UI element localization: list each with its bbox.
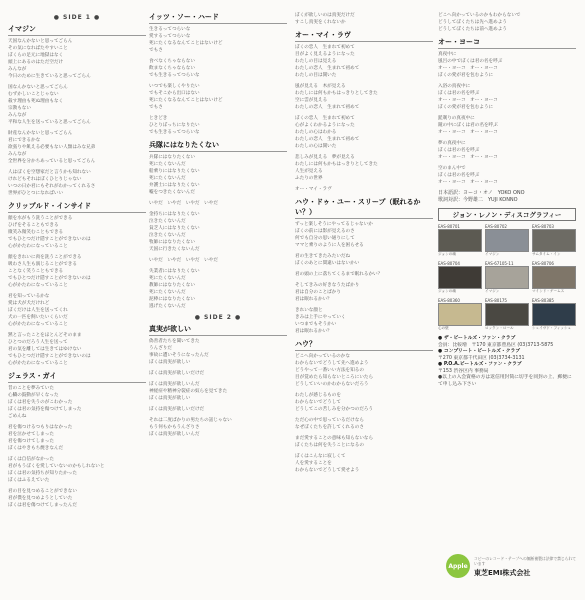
lyric-line: 頭上にあるのはただ空だけ [8, 60, 64, 65]
lyric-line: いやだ いやだ いやだ いやだ [149, 201, 218, 206]
album-title: 心の壁 [438, 326, 449, 330]
song-title: ハウ？ [295, 339, 433, 351]
record-item [485, 298, 529, 332]
lyric-line: 夢の真夜中に [438, 141, 466, 146]
lyric-line: 昔のことを夢みていた [8, 386, 54, 391]
lyric-line: ぼくの恋人 生まれて初めて [295, 45, 355, 50]
discography-grid [438, 224, 576, 332]
lyric-line: 貧乏人にはなりたくない [149, 226, 200, 231]
song-section [149, 12, 287, 136]
catalog-number: EAS-80703 [532, 224, 554, 229]
lyric-line: 君の気を離しては生きてはゆけない [8, 347, 82, 352]
lyric-line: どうしていいのかわからないだろう [295, 382, 369, 387]
lyric-line: きみは上手にやっていく [295, 315, 346, 320]
lyric-line: きれいな顔と [295, 308, 323, 313]
lyric-line: 鏡の中にぼくは君の名を呼ぶ [438, 123, 498, 128]
lyric-line: どうしてぼくたちは先へ進めよう [438, 20, 507, 25]
lyric-line: 黙と言ったことをほとんどそのまま [8, 333, 82, 338]
lyric-line: 殺す理由も死ぬ理由もなく [8, 99, 64, 104]
song-title: イッツ・ソー・ハード [149, 12, 287, 24]
lyric-line: みんなが [8, 67, 27, 72]
song-title: イマジン [8, 24, 146, 36]
lyric-line: 人はぼくを空想家だと言うかも知れない [8, 170, 91, 175]
lyric-line: でもひとつだけ隠すことができないのは [8, 276, 91, 281]
album-cover [485, 266, 529, 289]
lyric-line: ひげをそることもできる [8, 223, 59, 228]
record-item [438, 261, 482, 295]
record-item [485, 224, 529, 258]
lyric-line: でもひとつだけ隠すことができないのは [8, 354, 91, 359]
lyric-line: オー・ヨーコ オー・ヨーコ [438, 98, 498, 103]
record-item [532, 298, 576, 332]
album-title: サムタイム・イン [532, 252, 561, 256]
lyric-line: 生きるってつらいな [149, 27, 191, 32]
lyric-line: でもさ [149, 105, 163, 110]
song-section [149, 324, 287, 438]
club-address: 〒153 渋谷区内 事務局 [438, 368, 489, 374]
lyric-line: 平和な人生を送っていると思ってごらん [8, 120, 91, 125]
album-cover [438, 303, 482, 326]
lyric-line: 空に雲が見える [295, 98, 328, 103]
lyric-line: わたしの恋人 生まれて初めて [295, 105, 360, 110]
lyric-line: 死にたくないんだ [149, 162, 186, 167]
lyric-line: 宗教もない [8, 106, 31, 111]
lyric-line: もう何もかもうんざりさ [149, 425, 200, 430]
lyric-line: わからないでどうして [295, 400, 341, 405]
lyric-line: ずっと楽しそうにやってるじゃないか [295, 222, 373, 227]
lyric-line: オー・マイ・ラヴ [295, 187, 332, 192]
lyric-line: 事故に遭いそうになったんだ [149, 353, 209, 358]
lyric-line: うんざりだ [149, 346, 172, 351]
lyric-line: でもさ [149, 48, 163, 53]
lyric-line: 天国なんかないと思ってごらん [8, 39, 73, 44]
lyric-line: ぼくの恋人 生まれて初めて [295, 116, 355, 121]
club-address: 会員：比較増 〒170 東京都豊島区 (03)3713-5875 [438, 342, 554, 348]
lyric-line: ぼくの愛が君を包むように [438, 73, 494, 78]
lyric-line: わからないでどうして愛せよう [295, 468, 360, 473]
lyric-line: 風が見える 木が見える [295, 84, 346, 89]
lyric-line: 死にたくないんだ [149, 176, 186, 181]
song-section [8, 24, 146, 197]
lyric-line: 泣きたくないんだ [149, 233, 186, 238]
lyric-line: ぼくは真実が欲しいだけだ [149, 407, 205, 412]
lyric-line: すこし真実をくれないか [295, 20, 346, 25]
lyric-line: わたしの目は開いた [295, 73, 337, 78]
lyric-line: わたしの恋人 生まれて初めて [295, 137, 360, 142]
lyric-line: 欲張りや飢える必要もない人類はみな兄弟 [8, 145, 96, 150]
lyric-line: ぼくたちは何を失うことになるの [295, 443, 364, 448]
lyric-line: そしてきみの好きなうたばかり [295, 283, 360, 288]
lyric-line: ぼくは君の名を呼ぶ [438, 173, 480, 178]
lyric-line: オー・ヨーコ オー・ヨーコ [438, 130, 498, 135]
song-title: ハウ・ドゥ・ユー・スリープ（眠れるかい？） [295, 197, 433, 219]
lyric-line: ふたりの世界 [295, 176, 323, 181]
catalog-number: EAS-80704 [438, 261, 460, 266]
lyric-line: 教師にはなりたくない [149, 283, 195, 288]
lyric-line: 失業者にはなりたくない [149, 269, 200, 274]
club-notice: ●以上の入会資格の方は返信用封筒に切手を同封の上、郵便にて申し込み下さい [438, 375, 572, 387]
discography-title: ジョン・レノン・ディスコグラフィー [438, 208, 576, 221]
catalog-number: EAS-80702 [485, 224, 507, 229]
catalog-number: EAS-80360 [438, 298, 460, 303]
lyric-line: 微笑み微笑むこともできる [8, 230, 64, 235]
lyric-line: 君は自分のことばかり [295, 290, 341, 295]
lyric-line: ぼくの前には影が見えるのさ [295, 229, 355, 234]
lyric-line: ぼくは君の気持ちが知りたかった [8, 471, 77, 476]
lyric-line: 死にたくなるなんてことはないけど [149, 98, 223, 103]
song-section [8, 371, 146, 509]
lyric-line: わたしには何もかもはっきりとしてきた [295, 162, 378, 167]
lyric-line: わたしの目は見える [295, 59, 337, 64]
album-cover [438, 229, 482, 252]
lyric-line: 全世界を分かちあっていると思ってごらん [8, 159, 96, 164]
album-title: イマジン [485, 289, 500, 293]
lyric-line: 君を傷つけるつもりはなかった [8, 425, 73, 430]
lyric-line: ぼくは真実が欲しいだけだ [149, 371, 205, 376]
lyric-line: ぼくが欲しいのは真実だけだ [295, 13, 355, 18]
album-title: ジョンの魂 [438, 252, 456, 256]
lyric-line: それは二度ばかりの男たちの話じゃない [149, 418, 232, 423]
lyric-line: ぼくのあとに間違いはないかい [295, 261, 360, 266]
album-cover [438, 266, 482, 289]
side-2-label: ● SIDE 2 ● [194, 314, 242, 321]
lyric-line: 真夜中に [438, 52, 457, 57]
lyric-line: 君を傷つけてしまった [8, 439, 54, 444]
song-title: オー・マイ・ラヴ [295, 30, 433, 42]
record-item [532, 224, 576, 258]
lyric-line: わからないでどうして先へ進めよう [295, 361, 369, 366]
lyric-line: ぼくだけは人生を送ってくれ [8, 308, 68, 313]
lyric-line: いつの日か君にもそれがわかってくれるさ [8, 184, 96, 189]
lyric-line: 人生が見える [295, 169, 323, 174]
lyric-line: 心がかたわになっていること [8, 283, 68, 288]
lyric-line: 目がよく見えるようになった [295, 52, 355, 57]
album-cover [532, 303, 576, 326]
lyric-line: ことなく笑うこともできる [8, 269, 64, 274]
lyric-line: 泥棒にはなりたくない [149, 297, 195, 302]
credit-line: 日本語訳：ヨーコ・オノ YOKO ONO [438, 190, 525, 196]
song-section [295, 30, 433, 193]
lyric-line: ぼくは君を失うのがこわかった [8, 400, 73, 405]
lyric-line: 君を泣かせてしまった [8, 432, 54, 437]
lyric-line: わたしが感じるものを [295, 393, 341, 398]
record-item [438, 298, 482, 332]
song-section [295, 197, 433, 335]
album-title: ロックン・ロール [485, 326, 514, 330]
lyric-line: 君は眠れるかい？ [295, 297, 332, 302]
lyric-line: ぼくは真実が欲しい [149, 396, 191, 401]
catalog-number: EAS-80701 [438, 224, 460, 229]
lyric-line: 君が僕を見つめようとしていた [8, 496, 73, 501]
song-title: 真実が欲しい [149, 324, 287, 336]
lyric-line: 死にたくないんだ [149, 290, 186, 295]
credit-line: 歌詞対訳：今野雄二 YUJI KONNO [438, 197, 518, 203]
lyric-line: 目が覚めたら知らないところにいたら [295, 375, 374, 380]
club-address: 〒270 東京都千代田区 (03)3734-3131 [438, 355, 525, 361]
lyric-line: 君にできるかな [8, 138, 41, 143]
album-title: イマジン [485, 252, 500, 256]
lyric-line: ときどき [149, 116, 168, 121]
lyric-line: 顔を水がもう洗うことができる [8, 216, 73, 221]
lyric-line: オー・ヨーコ オー・ヨーコ [438, 155, 498, 160]
lyric-line: 死にたくないんだ [149, 276, 186, 281]
lyric-line: けれどもそれはぼくひとりじゃない [8, 177, 82, 182]
lyric-line: 弁護士にはなりたくない [149, 183, 200, 188]
lyric-line: 心がよくわかるようになった [295, 123, 355, 128]
record-item [532, 261, 576, 295]
lyric-line: いつまでもそうかい [295, 322, 337, 327]
lyric-line: ぼくは君の名を呼ぶ [438, 148, 480, 153]
lyric-line: でもそこから出口はない [149, 91, 200, 96]
lyric-line: どこへ向かっているのかもわからないで [438, 13, 521, 18]
album-title: ジョンの魂 [438, 289, 456, 293]
lyric-line: なぜぼくたちを許してくれるのさ [295, 425, 364, 430]
lyric-line: 犬の一匹を飼いたいくらいだ [8, 315, 68, 320]
lyric-line: ぼくらの足元に地獄はなく [8, 53, 64, 58]
lyric-line: どうしてぼくたちは前へ進めよう [438, 27, 507, 32]
lyric-line: ごめんね [8, 414, 27, 419]
song-section [295, 12, 433, 26]
column-4 [438, 12, 576, 388]
lyric-line: その気になればたやすいこと [8, 46, 68, 51]
lyric-line: 君の生きてきたみたいだね [295, 254, 351, 259]
lyric-line: ただ心の中で思っているだけなら [295, 418, 364, 423]
song-title: クリップルド・インサイド [8, 201, 146, 213]
club-heading: ● P.O.A.ビートルズ・ファン・クラブ [438, 362, 522, 367]
lyric-line: 世界がひとつになればいい [8, 191, 64, 196]
lyric-line: 心がかたわになっていること [8, 244, 68, 249]
lyric-line: ぼくは自信がなかった [8, 457, 54, 462]
lyric-line: 船乗りにはなりたくない [149, 169, 200, 174]
lyric-line: 髭剃りの真夜中に [438, 116, 475, 121]
club-heading: ● コンプリート・ビートルズ・クラブ [438, 349, 521, 354]
lyric-line: 国なんかないと思ってごらん [8, 85, 68, 90]
lyric-line: 兵隊にはなりたくない [149, 155, 195, 160]
lyric-line: 心がかたわになっていること [8, 361, 68, 366]
copyright-note: コピーのレコード・テープへの無断複製は法律で禁じられています [474, 556, 577, 566]
lyric-line: 吸わさ人生も演じることができる [8, 262, 77, 267]
side-1-label: ● SIDE 1 ● [53, 14, 101, 21]
song-title: ジェラス・ガイ [8, 371, 146, 383]
company-name: 東芝EMI株式会社 [474, 569, 531, 577]
lyric-line: 愛するってつらいな [149, 34, 191, 39]
lyric-line: 君は眠れるかい？ [295, 329, 332, 334]
song-section [8, 201, 146, 367]
lyric-line: 風呂の中でぼくは君の名を呼ぶ [438, 59, 503, 64]
album-cover [485, 303, 529, 326]
song-section [295, 339, 433, 474]
lyric-line: わたしには何もかもはっきりとしてきた [295, 91, 378, 96]
lyric-line: 君の頭の上に落ちてくるまで眠れるかい？ [295, 272, 383, 277]
song-section [438, 37, 576, 186]
lyric-line: 泣きたくないんだ [149, 219, 186, 224]
song-section [438, 12, 576, 33]
record-item [485, 261, 529, 295]
song-title: 兵隊にはなりたくない [149, 140, 287, 152]
column-3 [295, 12, 433, 478]
lyric-line: でも生きるってつらいな [149, 130, 200, 135]
song-section [149, 140, 287, 310]
album-cover [532, 266, 576, 289]
column-2 [149, 12, 287, 442]
lyric-line: ぼくは真実が欲しいんだ [149, 432, 200, 437]
record-item [438, 224, 482, 258]
lyric-line: ママと乗りのように人を困らせる [295, 243, 364, 248]
lyric-line: いやだ いやだ いやだ いやだ [149, 258, 218, 263]
lyric-line: どうしてこの苦しみを分かつのだろう [295, 407, 374, 412]
lyric-line: 君の目を見つめることができない [8, 489, 77, 494]
song-title: オー・ヨーコ [438, 37, 576, 49]
lyric-line: みんなが [8, 152, 27, 157]
lyric-line: どこへ向かっているのかな [295, 354, 350, 359]
lyric-line: 神経症や精神分裂症の奴らを見てきた [149, 389, 228, 394]
lyric-line: ぼくは君を傷つけてしまったんだ [8, 503, 77, 508]
lyric-line: ひとりぼっちになりたい [149, 123, 200, 128]
lyric-line: わたしの恋人 生まれて初めて [295, 66, 360, 71]
lyric-line: オー・ヨーコ オー・ヨーコ [438, 180, 498, 185]
fan-club-info [438, 336, 576, 388]
lyric-line: 心臓の鼓動が早くなった [8, 393, 59, 398]
catalog-number: EAS-80175 [485, 298, 507, 303]
lyric-line: ぼくの愛が君を包むように [438, 105, 494, 110]
lyric-line: 愛は犬が犬だけれど [8, 301, 50, 306]
lyric-line: 入浴の真夜中に [438, 84, 471, 89]
lyric-line: ぼくはやきもち焼きなんだ [8, 446, 64, 451]
lyric-line: 逃げたくないんだ [149, 304, 186, 309]
lyric-line: でも生きるってつらいな [149, 73, 200, 78]
lyric-line: 何でも自分の思い通りにして [295, 236, 355, 241]
catalog-number: EAS-80706 [532, 261, 554, 266]
lyric-line: オー・ヨーコ オー・ヨーコ [438, 66, 498, 71]
credits [438, 190, 576, 204]
lyric-line: いつでも楽しくやりたい [149, 84, 200, 89]
lyric-line: むずかしいことじゃない [8, 92, 59, 97]
lyric-line: どうやって一番いい方法を知るの [295, 368, 364, 373]
lyric-line: 嘘をつきたくないんだ [149, 190, 195, 195]
apple-logo: Apple [446, 554, 470, 578]
lyric-line: 偽善者たちを聞いてきた [149, 339, 200, 344]
lyric-line: 財産なんかないと思ってごらん [8, 131, 73, 136]
lyric-line: 顔をきれいに肉を洗うことができる [8, 255, 82, 260]
lyric-line: 金持ちにはなりたくない [149, 212, 200, 217]
lyric-line: 食べなくちゃならない [149, 59, 195, 64]
catalog-number: EAS-80385 [532, 298, 554, 303]
lyric-line: でもひとつだけ隠すことができないのは [8, 237, 91, 242]
lyric-line: ぼくは真実が欲しいんだ [149, 382, 200, 387]
column-1 [8, 12, 146, 513]
lyric-line: わたしの心は開いた [295, 144, 337, 149]
album-title: シェイヴド・フィッシュ [532, 326, 572, 330]
lyric-line: ぼくは君の名を呼ぶ [438, 91, 480, 96]
lyric-line: 人を愛することを [295, 461, 332, 466]
lyric-line: 君がもうぼくを愛していないのかもしれないと [8, 464, 105, 469]
lyric-line: まだ愛することの意味も知らないなら [295, 436, 374, 441]
lyric-line: 空のまん中で [438, 166, 466, 171]
lyric-line: ぼくはこんなに寂しくて [295, 454, 346, 459]
album-title: マインド・ゲームス [532, 289, 565, 293]
club-heading: ● ザ・ビートルズ・ファン・クラブ [438, 336, 516, 341]
catalog-number: EAS-67105-11 [485, 261, 514, 266]
album-cover [532, 229, 576, 252]
lyric-line: 悲しみが見える 夢が見える [295, 155, 355, 160]
lyric-line: 君を知っているかな [8, 294, 50, 299]
lyric-line: ぼくは真実が欲しい [149, 360, 191, 365]
lyric-line: ぼくはふるえていた [8, 478, 50, 483]
lyric-line: 天国に行きたくないんだ [149, 247, 200, 252]
lyric-line: わたしの心はわかる [295, 130, 337, 135]
lyric-line: 牧師にはなりたくない [149, 240, 195, 245]
lyric-line: 死にたくなるなんてことはないけど [149, 41, 223, 46]
lyric-line: みんなが [8, 113, 27, 118]
lyric-line: ひとつのだろう人生を送って [8, 340, 68, 345]
lyric-line: 飲まなくちゃならない [149, 66, 195, 71]
lyric-line: 今日のために生きていると思ってごらん [8, 74, 91, 79]
album-cover [485, 229, 529, 252]
lyric-line: ぼくは君の気持を傷つけてしまった [8, 407, 82, 412]
lyric-line: 心がかたわになっていること [8, 322, 68, 327]
